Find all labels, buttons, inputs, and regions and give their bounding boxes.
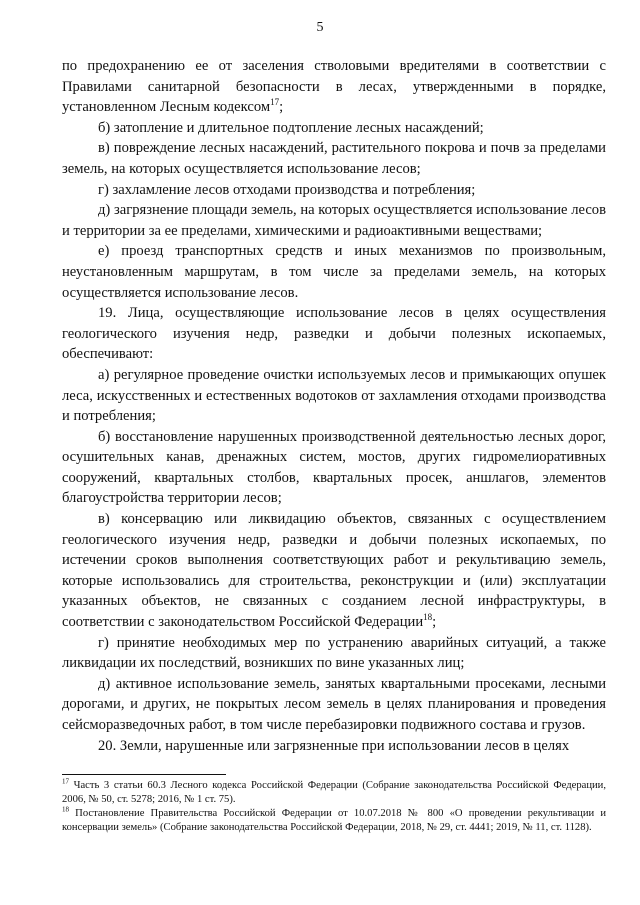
footnote-ref-18[interactable]: 18	[423, 612, 433, 623]
paragraph-clause-19: 19. Лица, осуществляющие использование лесов в целях осуществления геологического изучения недр, разведки и добычи полезных ископаемых, обеспечивают:	[62, 305, 606, 363]
footnote-18	[62, 807, 606, 835]
paragraph-clause-20: 20. Земли, нарушенные или загрязненные при использовании лесов в целях	[98, 737, 570, 754]
paragraph-item-d: д) загрязнение площади земель, на которых осуществляется использование лесов и территории за ее пределами, химическими и радиоактивными веществами;	[62, 202, 606, 239]
footnotes	[62, 779, 606, 835]
paragraph-item-e: е) проезд транспортных средств и иных механизмов по произвольным, неустановленным маршрутам, в том числе за пределами земель, на которых осуществляется использование лесов.	[62, 243, 606, 301]
paragraph-item-g2: г) принятие необходимых мер по устранению аварийных ситуаций, а также ликвидации их последствий, возникших по вине указанных лиц;	[62, 634, 606, 672]
footnote-number: 18	[62, 805, 69, 814]
paragraph-item-d2: д) активное использование земель, занятых квартальными просеками, лесными дорогами, и других, не покрытых лесом земель в целях планирования и проведения сейсморазведочных работ, в том числе перебазировки подвижного состава и грузов.	[62, 675, 606, 733]
paragraph-item-b: б) затопление и длительное подтопление лесных насаждений;	[98, 119, 484, 136]
footnote-text: Часть 3 статьи 60.3 Лесного кодекса Российской Федерации (Собрание законодательства Российской Федерации, 2006, № 50, ст. 5278; 2016, № 1 ст. 75).	[62, 780, 606, 805]
paragraph-text: в) консервацию или ликвидацию объектов, связанных с осуществлением геологического изучения недр, разведки и добычи полезных ископаемых, по истечении сроков выполнения соответствующих работ и рекультивацию земель, которые использовались для строительства, реконструкции и (или) эксплуатации указанных объектов, не связанных с созданием лесной инфраструктуры, в соответствии с законодательством Российской Федерации	[62, 511, 606, 631]
footnote-divider	[62, 774, 226, 775]
paragraph-item-v: в) повреждение лесных насаждений, растительного покрова и почв за пределами земель, на которых осуществляется использование лесов;	[62, 140, 606, 177]
body-text	[62, 56, 606, 756]
page-number: 5	[316, 20, 324, 35]
paragraph-item-v2	[62, 509, 606, 633]
footnote-text: Постановление Правительства Российской Федерации от 10.07.2018 № 800 «О проведении рекультивации и консервации земель» (Собрание законодательства Российской Федерации, 2018, № 29, ст. 4441; 2019, № 11, ст. 1128).	[62, 808, 606, 833]
paragraph-punct: ;	[432, 614, 437, 631]
paragraph-item-b2: б) восстановление нарушенных производственной деятельностью лесных дорог, осушительных канав, дренажных систем, мостов, других гидромелиоративных сооружений, квартальных столбов, квартальных просек, аншлагов, элементов благоустройства территории лесов;	[62, 428, 606, 507]
paragraph-item-g: г) захламление лесов отходами производства и потребления;	[98, 181, 476, 198]
paragraph-continuation	[62, 56, 606, 118]
paragraph-item-a: а) регулярное проведение очистки используемых лесов и примыкающих опушек леса, искусственных и естественных водотоков от захламления отходами производства и потребления;	[62, 366, 606, 425]
footnote-number: 17	[62, 777, 69, 786]
paragraph-text: по предохранению ее от заселения стволовыми вредителями в соответствии с Правилами санитарной безопасности в лесах, утвержденными в порядке, установленном Лесным кодексом	[62, 58, 606, 116]
footnote-ref-17[interactable]: 17	[270, 97, 280, 108]
footnote-17	[62, 779, 606, 807]
paragraph-punct: ;	[279, 99, 284, 116]
